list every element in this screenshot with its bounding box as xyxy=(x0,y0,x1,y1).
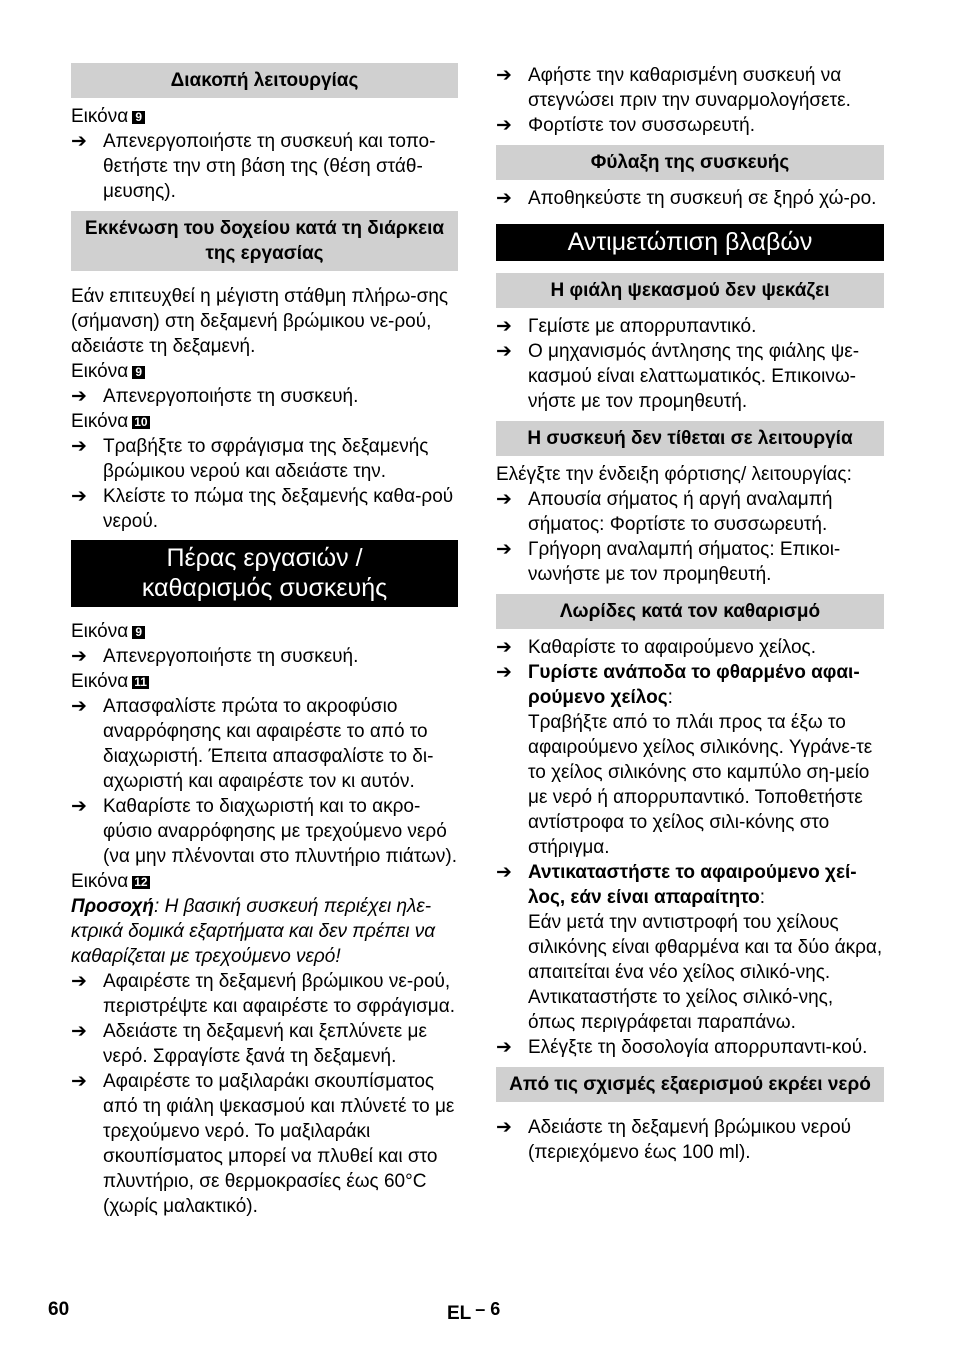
instruction-item: ➔ Αφαιρέστε τη δεξαμενή βρώμικου νε-ρού, περιστρέψτε και αφαιρέστε το σφράγισμα. xyxy=(71,971,456,1017)
instruction-item: ➔ Αποθηκεύστε τη συσκευή σε ξηρό χώ-ρο. xyxy=(496,188,877,209)
arrow-icon: ➔ xyxy=(496,188,512,209)
section-heading-water-from-vents: Από τις σχισμές εξαερισμού εκρέει νερό xyxy=(496,1067,884,1102)
arrow-icon: ➔ xyxy=(496,65,512,86)
instruction-item: ➔ Απουσία σήματος ή αργή αναλαμπή σήματος: Φορτίστε το συσσωρευτή. xyxy=(496,489,833,535)
arrow-icon: ➔ xyxy=(71,1021,87,1042)
instruction-item: ➔ Απασφαλίστε πρώτα το ακροφύσιο αναρρόφησης και αφαιρέστε το από το διαχωριστή. Έπειτα απασφαλίστε το δι-αχωριστή και αφαιρέστε τον κι αυτόν. xyxy=(71,696,434,792)
arrow-icon: ➔ xyxy=(496,115,512,136)
instruction-item: ➔ Ο μηχανισμός άντλησης της φιάλης ψε-κασμού είναι ελαττωματικός. Επικοινω-νήστε με τον προμηθευτή. xyxy=(496,341,860,412)
main-heading-end-work: Πέρας εργασιών / καθαρισμός συσκευής xyxy=(71,540,458,607)
instruction-item: ➔ Καθαρίστε το αφαιρούμενο χείλος. xyxy=(496,637,816,658)
instruction-item: ➔ Γρήγορη αναλαμπή σήματος: Επικοι-νωνήστε με τον προμηθευτή. xyxy=(496,539,841,585)
section-heading-spray-bottle: Η φιάλη ψεκασμού δεν ψεκάζει xyxy=(496,273,884,308)
instruction-item: ➔ Απενεργοποιήστε τη συσκευή. xyxy=(71,646,359,667)
section-heading-stop-operation: Διακοπή λειτουργίας xyxy=(71,63,458,98)
instruction-item: ➔ Αδειάστε τη δεξαμενή βρώμικου νερού (περιεχόμενο έως 100 ml). xyxy=(496,1117,852,1163)
instruction-item: ➔ Καθαρίστε το διαχωριστή και το ακρο-φύσιο αναρρόφησης με τρεχούμενο νερό (να μην πλένονται στο πλυντήριο πιάτων). xyxy=(71,796,458,867)
figure-ref: Εικόνα 9 xyxy=(71,359,458,384)
arrow-icon: ➔ xyxy=(496,341,512,362)
instruction-item: ➔ Απενεργοποιήστε τη συσκευή και τοπο-θετήστε την στη βάση της (θέση στάθ-μευσης). xyxy=(71,131,436,202)
instruction-item: ➔ Τραβήξτε το σφράγισμα της δεξαμενής βρώμικου νερού και αδειάστε την. xyxy=(71,436,429,482)
arrow-icon: ➔ xyxy=(71,131,87,152)
figure-ref: Εικόνα 9 xyxy=(71,619,458,644)
caution-note: Προσοχή: Η βασική συσκευή περιέχει ηλε-κτρικά δομικά εξαρτήματα και δεν πρέπει να καθαρίζεται με τρεχούμενο νερό! xyxy=(71,896,436,967)
arrow-icon: ➔ xyxy=(71,1071,87,1092)
instruction-item: ➔ Αντικαταστήστε το αφαιρούμενο χεί-λος, εάν είναι απαραίτητο: Εάν μετά την αντιστροφή του χείλους σιλικόνης είναι φθαρμένα και τα δύο άκρα, απαιτείται ένα νέο χείλος σιλικό-νης. Αντικαταστήστε το χείλος σιλικό-νης, όπως περιγράφεται παραπάνω. xyxy=(496,862,883,1033)
language-page-marker: EL – 6 xyxy=(447,1299,501,1324)
arrow-icon: ➔ xyxy=(496,1117,512,1138)
instruction-item: ➔ Απενεργοποιήστε τη συσκευή. xyxy=(71,386,359,407)
section-heading-empty-tank: Εκκένωση του δοχείου κατά τη διάρκεια της εργασίας xyxy=(71,211,458,271)
instruction-item: ➔ Αφήστε την καθαρισμένη συσκευή να στεγνώσει πριν την συναρμολογήσετε. xyxy=(496,65,851,111)
section-heading-storage: Φύλαξη της συσκευής xyxy=(496,145,884,180)
arrow-icon: ➔ xyxy=(496,1037,512,1058)
paragraph: Εάν επιτευχθεί η μέγιστη στάθμη πλήρω-σης (σήμανση) στη δεξαμενή βρώμικου νε-ρού, αδειάστε τη δεξαμενή. xyxy=(71,286,449,357)
figure-ref: Εικόνα 12 xyxy=(71,871,148,892)
instruction-item: ➔ Γεμίστε με απορρυπαντικό. xyxy=(496,316,757,337)
figure-number: 9 xyxy=(132,366,145,379)
page-number: 60 xyxy=(48,1299,70,1320)
arrow-icon: ➔ xyxy=(496,662,512,683)
arrow-icon: ➔ xyxy=(496,862,512,883)
figure-number: 11 xyxy=(134,675,147,689)
instruction-item: ➔ Κλείστε το πώμα της δεξαμενής καθα-ρού νερού. xyxy=(71,486,454,532)
paragraph: Ελέγξτε την ένδειξη φόρτισης/ λειτουργίας: xyxy=(496,464,852,485)
arrow-icon: ➔ xyxy=(71,971,87,992)
figure-ref: Εικόνα 10 xyxy=(71,411,148,432)
arrow-icon: ➔ xyxy=(71,386,87,407)
section-heading-streaks: Λωρίδες κατά τον καθαρισμό xyxy=(496,594,884,629)
left-column xyxy=(71,63,458,1219)
arrow-icon: ➔ xyxy=(496,489,512,510)
instruction-item: ➔ Ελέγξτε τη δοσολογία απορρυπαντι-κού. xyxy=(496,1037,868,1058)
arrow-icon: ➔ xyxy=(71,646,87,667)
instruction-item: ➔ Αφαιρέστε το μαξιλαράκι σκουπίσματος από τη φιάλη ψεκασμού και πλύνετέ το με τρεχούμενο νερό. Το μαξιλαράκι σκουπίσματος μπορεί να πλυθεί και στο πλυντήριο, σε θερμοκρασίες έως 60°C (χωρίς μαλακτικό). xyxy=(71,1071,455,1217)
arrow-icon: ➔ xyxy=(496,316,512,337)
right-column xyxy=(496,63,884,1165)
section-heading-device-not-starting: Η συσκευή δεν τίθεται σε λειτουργία xyxy=(496,421,884,456)
instruction-item: ➔ Αδειάστε τη δεξαμενή και ξεπλύνετε με νερό. Σφραγίστε ξανά τη δεξαμενή. xyxy=(71,1021,427,1067)
figure-number: 10 xyxy=(134,415,148,429)
arrow-icon: ➔ xyxy=(71,696,87,717)
arrow-icon: ➔ xyxy=(496,637,512,658)
figure-ref: Εικόνα 11 xyxy=(71,671,147,692)
figure-number: 9 xyxy=(132,111,145,124)
arrow-icon: ➔ xyxy=(71,486,87,507)
instruction-item: ➔ Γυρίστε ανάποδα το φθαρμένο αφαι-ρούμενο χείλος: Τραβήξτε από το πλάι προς τα έξω το αφαιρούμενο χείλος σιλικόνης. Υγράνε-τε το χείλος σιλικόνης στο καμπύλο ση-μείο με νερό ή απορρυπαντικό. Τοποθετήστε αντίστροφα το χείλος σιλι-κόνης στο στήριγμα. xyxy=(496,662,873,858)
figure-ref: Εικόνα 9 xyxy=(71,104,458,129)
arrow-icon: ➔ xyxy=(71,436,87,457)
figure-number: 9 xyxy=(132,626,145,639)
arrow-icon: ➔ xyxy=(71,796,87,817)
arrow-icon: ➔ xyxy=(496,539,512,560)
figure-number: 12 xyxy=(134,875,148,889)
main-heading-troubleshooting: Αντιμετώπιση βλαβών xyxy=(496,224,884,261)
instruction-item: ➔ Φορτίστε τον συσσωρευτή. xyxy=(496,115,755,136)
